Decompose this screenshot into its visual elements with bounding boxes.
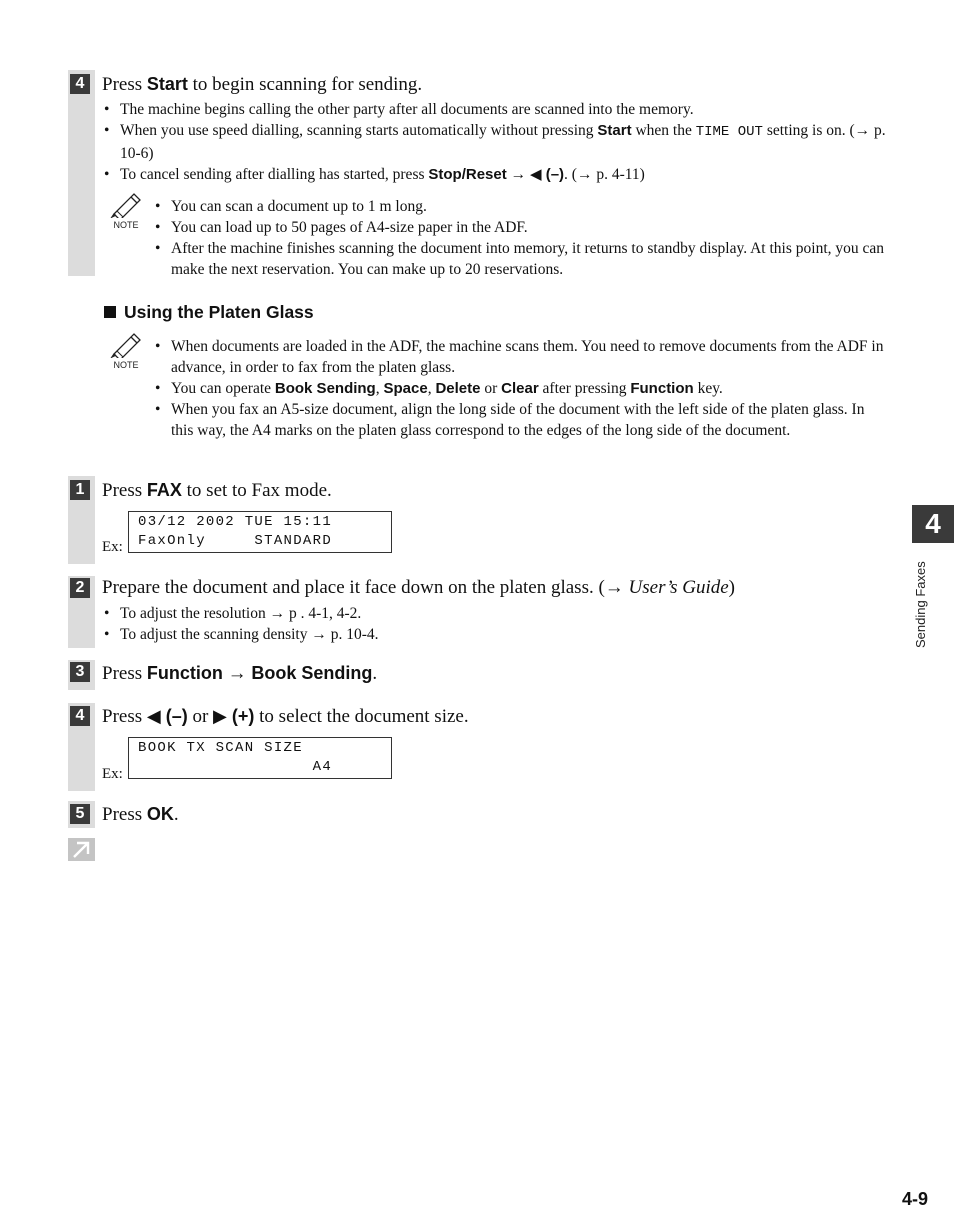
lcd-display: BOOK TX SCAN SIZE A4 [128,737,392,779]
note-pencil-icon: NOTE [109,192,143,230]
step-number: 1 [70,480,90,500]
note-item: • You can load up to 50 pages of A4-size paper in the ADF. [154,217,889,238]
note-item: • After the machine finishes scanning the document into memory, it returns to standby display. At this point, you can make the next reservation. You can make up to 20 reservations. [154,238,889,280]
step-text: Press FAX to set to Fax mode. [102,480,332,501]
step-text: Press ◀ (–) or ▶ (+) to select the document size. [102,706,469,727]
step-bar [68,70,95,276]
page-number: 4-9 [901,1189,928,1209]
note-bullets [154,336,889,441]
bullet: • To adjust the scanning density → p. 10-4. [103,624,703,645]
note-pencil-icon: NOTE [109,332,143,370]
side-label: Sending Faxes [913,561,928,648]
step-text: Press Start to begin scanning for sending. [102,74,423,95]
bullet: • To cancel sending after dialling has started, press Stop/Reset → ◀ (–). (→ p. 4-11) [103,164,893,185]
note-item: • You can scan a document up to 1 m long. [154,196,889,217]
step-number: 3 [70,662,90,682]
step-text: Prepare the document and place it face down on the platen glass. (→ User’s Guide) [102,577,735,598]
step-text: Press OK. [102,804,179,825]
note-bullets [154,196,889,280]
step-number: 4 [70,74,90,94]
note-item: • When you fax an A5-size document, align the long side of the document with the left side of the platen glass. In this way, the A4 marks on the platen glass correspond to the edges of the long side of the document. [154,399,889,441]
bullet: • When you use speed dialling, scanning starts automatically without pressing Start when the TIME OUT setting is on. (→ p. 10-6) [103,120,893,164]
note-item: • When documents are loaded in the ADF, the machine scans them. You need to remove documents from the ADF in advance, in order to fax from the platen glass. [154,336,889,378]
example-label: Ex: [102,539,123,555]
step-text: Press Function → Book Sending. [102,663,378,684]
example-label: Ex: [102,766,123,782]
note-item: • You can operate Book Sending, Space, Delete or Clear after pressing Function key. [154,378,889,399]
bullet: • The machine begins calling the other party after all documents are scanned into the memory. [103,99,893,120]
step-bullets [103,99,893,185]
diagonal-arrow-icon [68,838,95,861]
lcd-display: 03/12 2002 TUE 15:11 FaxOnly STANDARD [128,511,392,553]
step-number: 2 [70,578,90,598]
chapter-tab: 4 [912,505,954,543]
step-bullets [103,603,703,645]
section-heading: Using the Platen Glass [104,301,314,323]
step-number: 4 [70,706,90,726]
bullet: • To adjust the resolution → p . 4-1, 4-2. [103,603,703,624]
step-number: 5 [70,804,90,824]
